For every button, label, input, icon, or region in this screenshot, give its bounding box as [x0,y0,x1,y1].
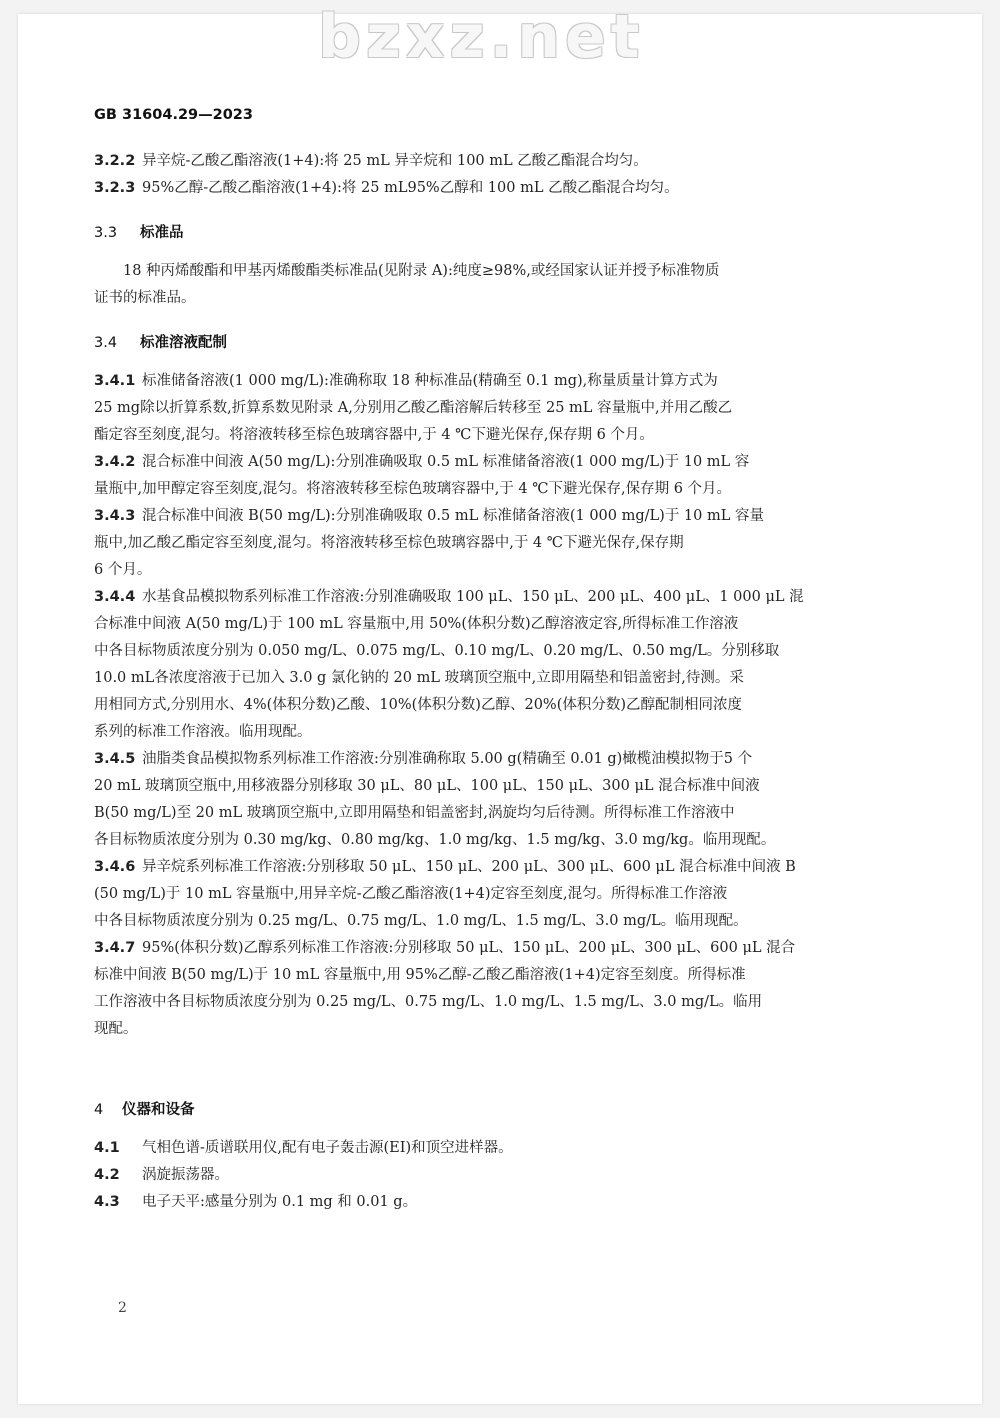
item-text: 标准储备溶液(1 000 mg/L):准确称取 18 种标准品(精确至 0.1 mg),称量质量计算方式为 [142,373,718,389]
paragraph-line: 合标准中间液 A(50 mg/L)于 100 mL 容量瓶中,用 50%(体积分数)乙醇溶液定容,所得标准工作溶液 [94,616,739,632]
paragraph-line: 酯定容至刻度,混匀。将溶液转移至棕色玻璃容器中,于 4 ℃下避光保存,保存期 6 个月。 [94,427,654,443]
section-title: 标准品 [140,225,184,241]
paragraph-line: 6 个月。 [94,562,152,578]
item-text: 混合标准中间液 A(50 mg/L):分别准确吸取 0.5 mL 标准储备溶液(1 000 mg/L)于 10 mL 容 [142,454,750,470]
item-number: 3.4.2 [94,454,136,470]
item-number: 3.4.1 [94,373,136,389]
item-3-4-6 [94,857,904,877]
item-3-4-2 [94,452,904,472]
paragraph-line: 中各目标物质浓度分别为 0.050 mg/L、0.075 mg/L、0.10 mg/L、0.20 mg/L、0.50 mg/L。分别移取 [94,643,780,659]
item-3-2-2 [94,151,904,171]
item-number: 4.3 [94,1194,120,1210]
item-text: 异辛烷-乙酸乙酯溶液(1+4):将 25 mL 异辛烷和 100 mL 乙酸乙酯混合均匀。 [142,153,648,169]
paragraph-line: 现配。 [94,1021,138,1037]
item-text: 水基食品模拟物系列标准工作溶液:分别准确吸取 100 μL、150 μL、200 μL、400 μL、1 000 μL 混 [142,589,804,605]
paragraph-line: 各目标物质浓度分别为 0.30 mg/kg、0.80 mg/kg、1.0 mg/kg、1.5 mg/kg、3.0 mg/kg。临用现配。 [94,832,776,848]
item-3-4-3 [94,506,904,526]
paragraph-line: 10.0 mL各浓度溶液于已加入 3.0 g 氯化钠的 20 mL 玻璃顶空瓶中,立即用隔垫和铝盖密封,待测。采 [94,670,744,686]
paragraph-line: 证书的标准品。 [94,290,196,306]
item-number: 3.4.5 [94,751,136,767]
item-4-3 [94,1192,904,1212]
item-text: 电子天平:感量分别为 0.1 mg 和 0.01 g。 [142,1194,418,1210]
item-3-4-7 [94,938,904,958]
item-text: 95%乙醇-乙酸乙酯溶液(1+4):将 25 mL95%乙醇和 100 mL 乙酸乙酯混合均匀。 [142,180,679,196]
section-heading-3-4 [94,331,227,352]
item-number: 3.4.6 [94,859,136,875]
item-text: 95%(体积分数)乙醇系列标准工作溶液:分别移取 50 μL、150 μL、200 μL、300 μL、600 μL 混合 [142,940,796,956]
item-text: 涡旋振荡器。 [142,1167,229,1183]
section-number: 3.3 [94,225,118,241]
paragraph-line: (50 mg/L)于 10 mL 容量瓶中,用异辛烷-乙酸乙酯溶液(1+4)定容至刻度,混匀。所得标准工作溶液 [94,886,728,902]
item-number: 4.1 [94,1140,120,1156]
item-3-4-5 [94,749,904,769]
paragraph-line: 25 mg除以折算系数,折算系数见附录 A,分别用乙酸乙酯溶解后转移至 25 mL 容量瓶中,并用乙酸乙 [94,400,733,416]
item-text: 异辛烷系列标准工作溶液:分别移取 50 μL、150 μL、200 μL、300 μL、600 μL 混合标准中间液 B [142,859,796,875]
paragraph-line: 瓶中,加乙酸乙酯定容至刻度,混匀。将溶液转移至棕色玻璃容器中,于 4 ℃下避光保存,保存期 [94,535,684,551]
item-number: 3.4.4 [94,589,136,605]
item-number: 3.4.3 [94,508,136,524]
document-page [18,2,982,1404]
section-title: 标准溶液配制 [140,335,227,351]
item-number: 3.4.7 [94,940,136,956]
section-heading-4 [94,1098,195,1119]
item-number: 3.2.3 [94,180,136,196]
item-number: 3.2.2 [94,153,136,169]
paragraph-line: 用相同方式,分别用水、4%(体积分数)乙酸、10%(体积分数)乙醇、20%(体积分数)乙醇配制相同浓度 [94,697,743,713]
item-4-2 [94,1165,904,1185]
paragraph-line: 20 mL 玻璃顶空瓶中,用移液器分别移取 30 μL、80 μL、100 μL、150 μL、300 μL 混合标准中间液 [94,778,760,794]
paragraph-line: 中各目标物质浓度分别为 0.25 mg/L、0.75 mg/L、1.0 mg/L、1.5 mg/L、3.0 mg/L。临用现配。 [94,913,748,929]
paragraph-line: B(50 mg/L)至 20 mL 玻璃顶空瓶中,立即用隔垫和铝盖密封,涡旋均匀后待测。所得标准工作溶液中 [94,805,735,821]
paragraph-line: 工作溶液中各目标物质浓度分别为 0.25 mg/L、0.75 mg/L、1.0 mg/L、1.5 mg/L、3.0 mg/L。临用 [94,994,763,1010]
item-3-4-1 [94,371,904,391]
paragraph-line: 系列的标准工作溶液。临用现配。 [94,724,312,740]
paragraph-line: 量瓶中,加甲醇定容至刻度,混匀。将溶液转移至棕色玻璃容器中,于 4 ℃下避光保存,保存期 6 个月。 [94,481,732,497]
section-title: 仪器和设备 [122,1102,195,1118]
item-text: 气相色谱-质谱联用仪,配有电子轰击源(EI)和顶空进样器。 [142,1140,513,1156]
watermark: bzxz.net [318,2,645,72]
paragraph-line: 标准中间液 B(50 mg/L)于 10 mL 容量瓶中,用 95%乙醇-乙酸乙酯溶液(1+4)定容至刻度。所得标准 [94,967,746,983]
section-heading-3-3 [94,221,184,242]
item-text: 油脂类食品模拟物系列标准工作溶液:分别准确称取 5.00 g(精确至 0.01 g)橄榄油模拟物于5 个 [142,751,753,767]
section-number: 4 [94,1102,104,1118]
page-number: 2 [118,1300,127,1316]
item-3-4-4 [94,587,904,607]
item-4-1 [94,1138,904,1158]
item-text: 混合标准中间液 B(50 mg/L):分别准确吸取 0.5 mL 标准储备溶液(1 000 mg/L)于 10 mL 容量 [142,508,764,524]
item-number: 4.2 [94,1167,120,1183]
item-3-2-3 [94,178,904,198]
section-number: 3.4 [94,335,118,351]
standard-code-header: GB 31604.29—2023 [94,107,253,123]
paragraph-line: 18 种丙烯酸酯和甲基丙烯酸酯类标准品(见附录 A):纯度≥98%,或经国家认证并授予标准物质 [123,263,720,279]
